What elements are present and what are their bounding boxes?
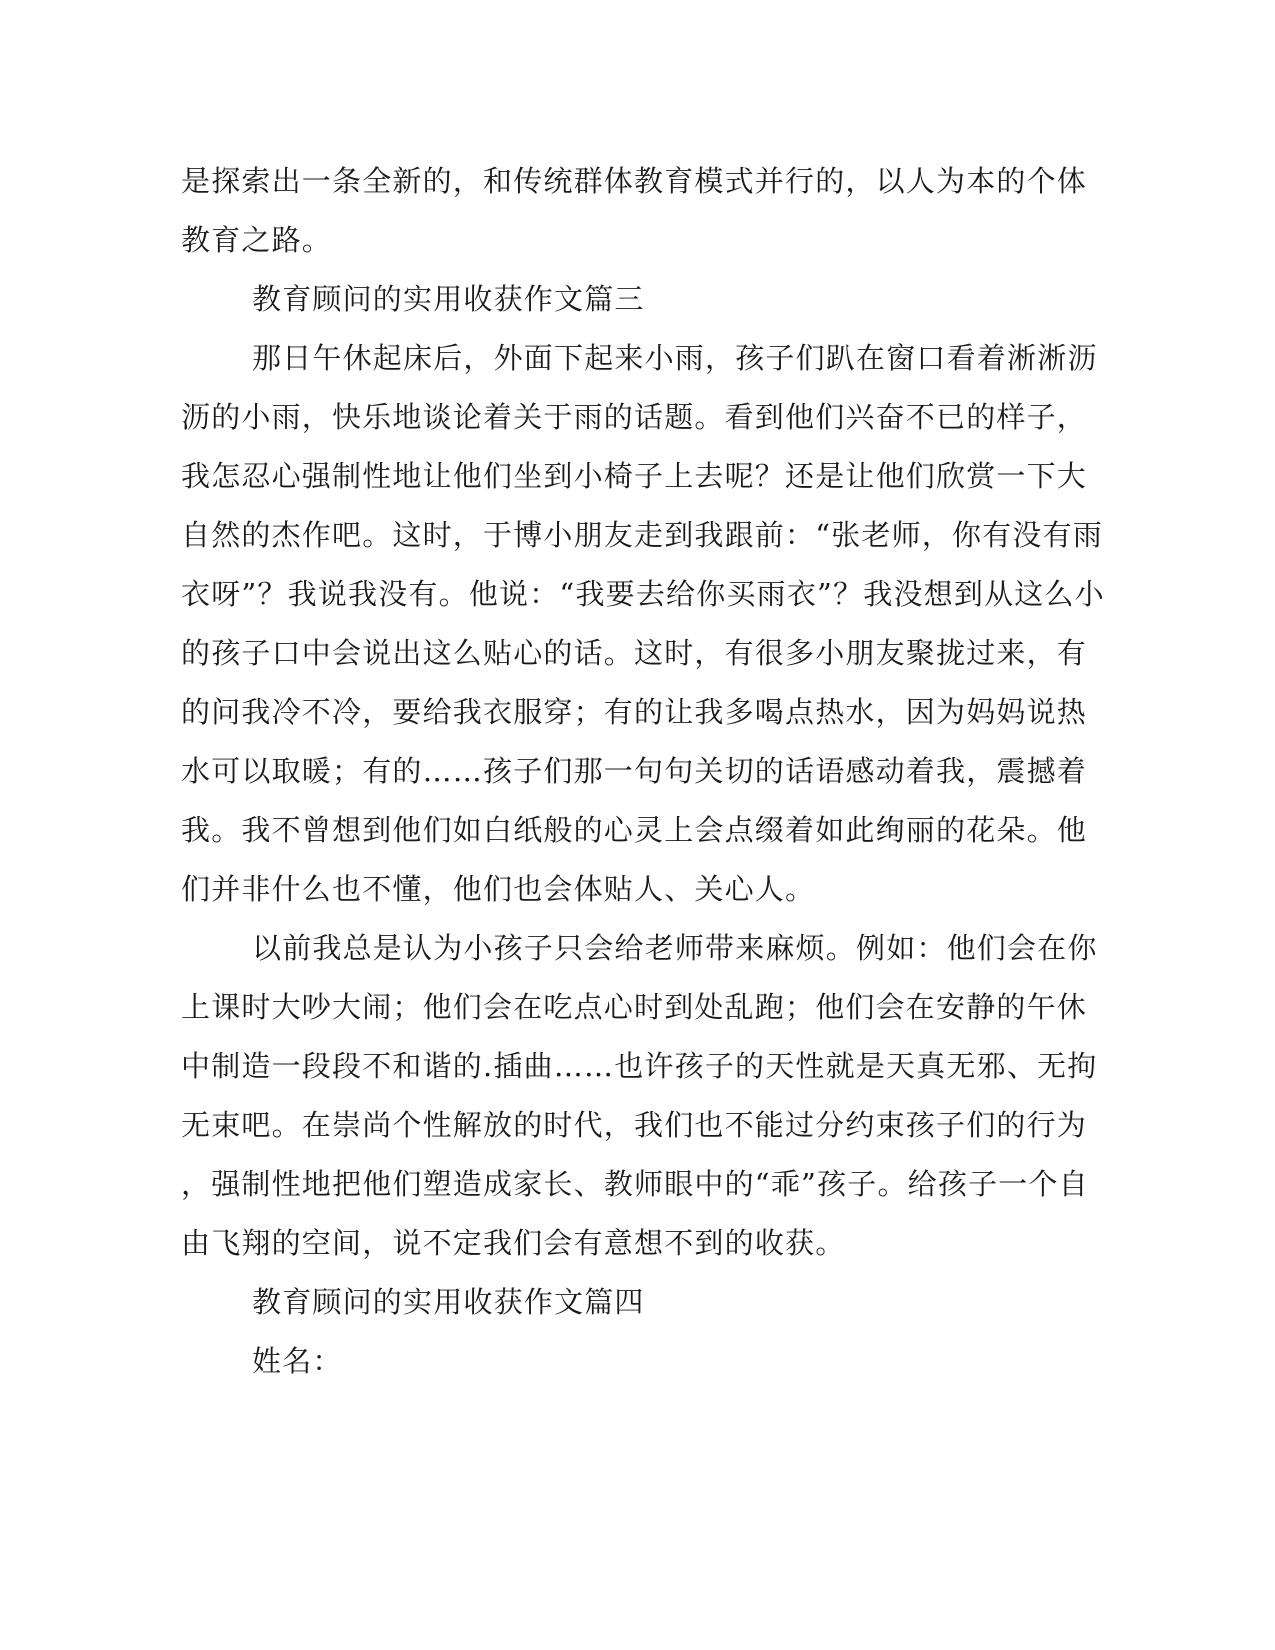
paragraph-line: 教育之路。	[181, 223, 333, 257]
paragraph-line: 沥的小雨，快乐地谈论着关于雨的话题。看到他们兴奋不已的样子，	[181, 400, 1088, 434]
paragraph-line: 的孩子口中会说出这么贴心的话。这时，有很多小朋友聚拢过来，有	[181, 636, 1088, 670]
paragraph-line: 我怎忍心强制性地让他们坐到小椅子上去呢？还是让他们欣赏一下大	[181, 459, 1088, 493]
paragraph-line: 我。我不曾想到他们如白纸般的心灵上会点缀着如此绚丽的花朵。他	[181, 813, 1088, 847]
section-heading: 教育顾问的实用收获作文篇四	[252, 1285, 645, 1319]
paragraph-line: 是探索出一条全新的，和传统群体教育模式并行的，以人为本的个体	[181, 164, 1088, 198]
paragraph-line: 由飞翔的空间，说不定我们会有意想不到的收获。	[181, 1226, 846, 1260]
paragraph-line: 那日午休起床后，外面下起来小雨，孩子们趴在窗口看着淅淅沥	[252, 341, 1098, 375]
section-heading: 教育顾问的实用收获作文篇三	[252, 282, 645, 316]
paragraph-line: 无束吧。在崇尚个性解放的时代，我们也不能过分约束孩子们的行为	[181, 1108, 1088, 1142]
paragraph-line: 的问我冷不冷，要给我衣服穿；有的让我多喝点热水，因为妈妈说热	[181, 695, 1088, 729]
paragraph-line: 以前我总是认为小孩子只会给老师带来麻烦。例如：他们会在你	[252, 931, 1098, 965]
name-field-label: 姓名：	[252, 1344, 343, 1378]
paragraph-line: 水可以取暖；有的……孩子们那一句句关切的话语感动着我，震撼着	[181, 754, 1088, 788]
paragraph-line: 上课时大吵大闹；他们会在吃点心时到处乱跑；他们会在安静的午休	[181, 990, 1088, 1024]
paragraph-line: 衣呀”？我说我没有。他说：“我要去给你买雨衣”？我没想到从这么小	[181, 577, 1105, 611]
paragraph-line: 们并非什么也不懂，他们也会体贴人、关心人。	[181, 872, 816, 906]
paragraph-line: 中制造一段段不和谐的.插曲……也许孩子的天性就是天真无邪、无拘	[181, 1049, 1098, 1083]
paragraph-line: ，强制性地把他们塑造成家长、教师眼中的“乖”孩子。给孩子一个自	[181, 1167, 1089, 1201]
paragraph-line: 自然的杰作吧。这时，于博小朋友走到我跟前：“张老师，你有没有雨	[181, 518, 1104, 552]
